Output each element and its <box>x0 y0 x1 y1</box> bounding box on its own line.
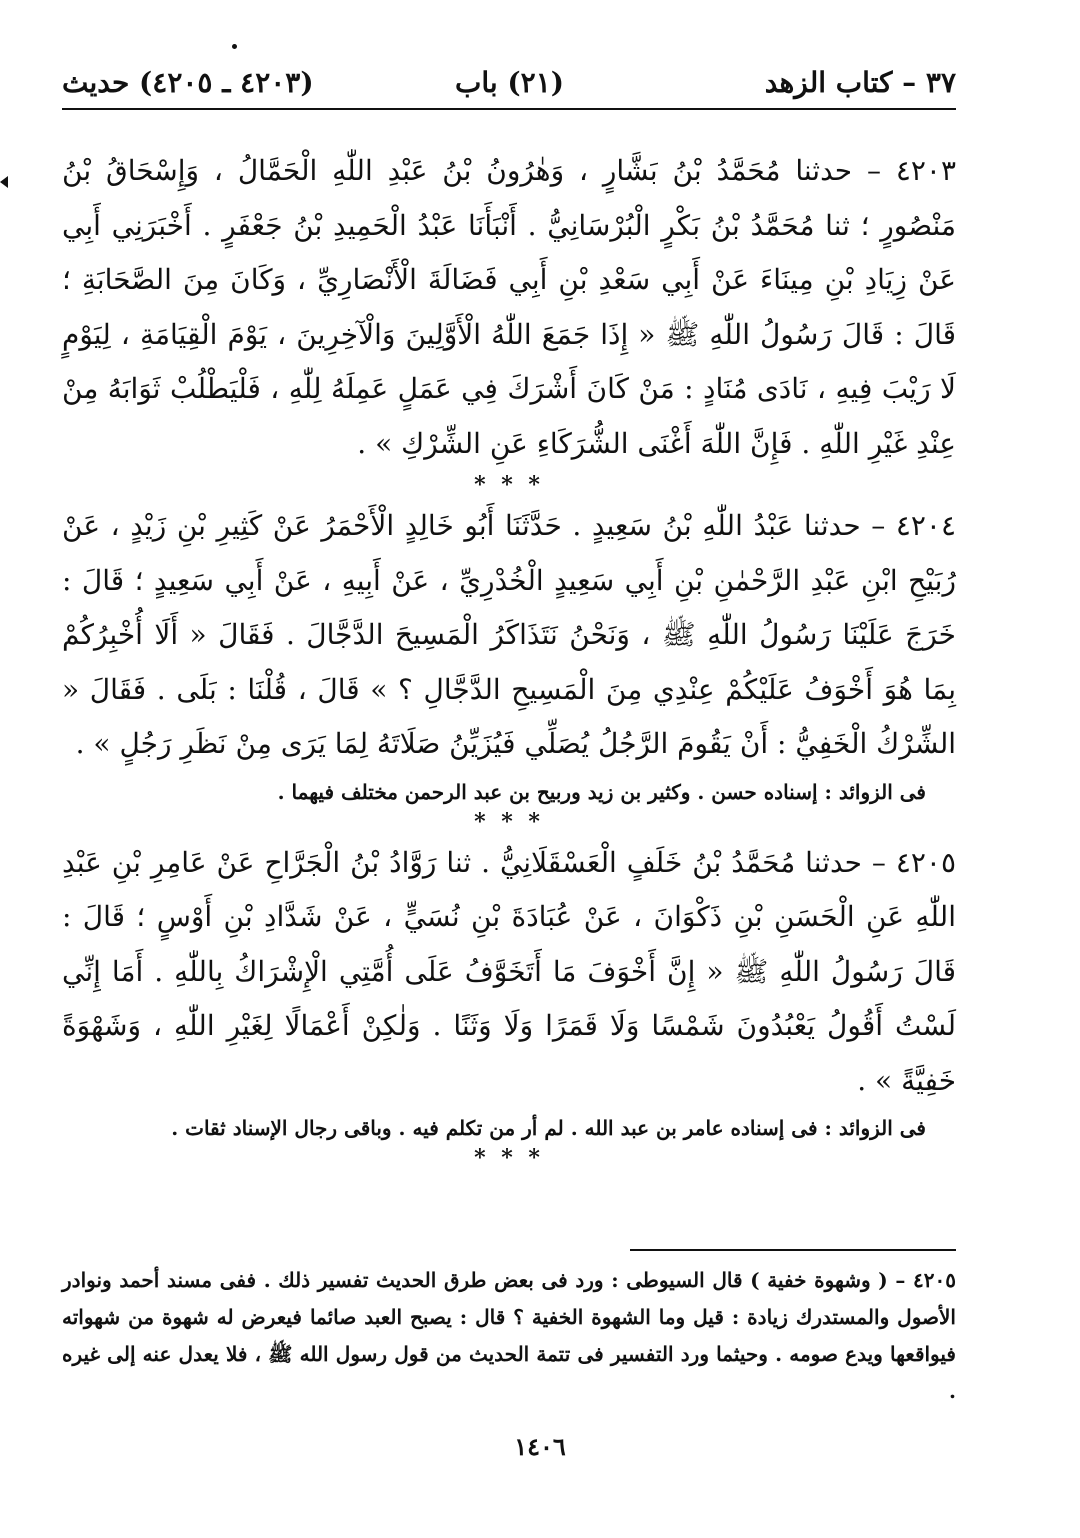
separator-stars: * * * <box>474 808 544 835</box>
main-text <box>62 144 956 1172</box>
header-chapter: (٢١) باب <box>454 66 564 99</box>
margin-dot <box>232 44 237 49</box>
page-number: ١٤٠٦ <box>514 1432 566 1461</box>
hadith-4203: ٤٢٠٣ – حدثنا مُحَمَّدُ بْنُ بَشَّارٍ ، وَهٰرُونُ بْنُ عَبْدِ اللّٰهِ الْحَمَّالُ ، وَإِسْحَاقُ بْنُ مَنْصُورٍ ؛ ثنا مُحَمَّدُ بْنُ بَكْرٍ الْبُرْسَانِيُّ . أَنْبَأَنَا عَبْدُ الْحَمِيدِ بْنُ جَعْفَرٍ . أَخْبَرَنِي أَبِي عَنْ زِيَادِ بْنِ مِينَاءَ عَنْ أَبِي سَعْدِ بْنِ أَبِي فَضَالَةَ الْأَنْصَارِيِّ ، وَكَانَ مِنَ الصَّحَابَةِ ؛ قَالَ : قَالَ رَسُولُ اللّٰهِ ﷺ « إِذَا جَمَعَ اللّٰهُ الْأَوَّلِينَ وَالْآخِرِينَ ، يَوْمَ الْقِيَامَةِ ، لِيَوْمٍ لَا رَيْبَ فِيهِ ، نَادَى مُنَادٍ : مَنْ كَانَ أَشْرَكَ فِي عَمَلٍ عَمِلَهُ لِلّٰهِ ، فَلْيَطْلُبْ ثَوَابَهُ مِنْ عِنْدِ غَيْرِ اللّٰهِ . فَإِنَّ اللّٰهَ أَغْنَى الشُّرَكَاءِ عَنِ الشِّرْكِ » . <box>62 154 956 460</box>
margin-arrow-icon <box>0 176 8 188</box>
page-header <box>62 60 956 106</box>
footnote <box>62 1262 956 1410</box>
zawaid-note-4204: فى الزوائد : إسناده حسن . وكثير بن زيد وربيح بن عبد الرحمن مختلف فيهما . <box>277 779 926 804</box>
header-hadith-range: (٤٢٠٣ ـ ٤٢٠٥) حديث <box>62 66 314 99</box>
hadith-4205: ٤٢٠٥ – حدثنا مُحَمَّدُ بْنُ خَلَفٍ الْعَسْقَلَانِيُّ . ثنا رَوَّادُ بْنُ الْجَرَّاحِ عَنْ عَامِرِ بْنِ عَبْدِ اللّٰهِ عَنِ الْحَسَنِ بْنِ ذَكْوَانَ ، عَنْ عُبَادَةَ بْنِ نُسَيٍّ ، عَنْ شَدَّادِ بْنِ أَوْسٍ ؛ قَالَ : قَالَ رَسُولُ اللّٰهِ ﷺ « إِنَّ أَخْوَفَ مَا أَتَخَوَّفُ عَلَى أُمَّتِي الْإِشْرَاكُ بِاللّٰهِ . أَمَا إِنِّي لَسْتُ أَقُولُ يَعْبُدُونَ شَمْسًا وَلَا قَمَرًا وَلَا وَثَنًا . وَلٰكِنْ أَعْمَالًا لِغَيْرِ اللّٰهِ ، وَشَهْوَةً خَفِيَّةً » . <box>62 845 956 1097</box>
footnote-rule <box>630 1249 956 1251</box>
zawaid-note-4205: فى الزوائد : فى إسناده عامر بن عبد الله . لم أر من تكلم فيه . وباقى رجال الإسناد ثقات . <box>171 1116 926 1140</box>
header-book-title: ٣٧ – كتاب الزهد <box>764 66 956 99</box>
separator-stars: * * * <box>474 472 544 498</box>
separator-stars: * * * <box>474 1145 544 1171</box>
hadith-4204: ٤٢٠٤ – حدثنا عَبْدُ اللّٰهِ بْنُ سَعِيدٍ . حَدَّثَنَا أَبُو خَالِدٍ الْأَحْمَرُ عَنْ كَثِيرِ بْنِ زَيْدٍ ، عَنْ رُبَيْحِ ابْنِ عَبْدِ الرَّحْمٰنِ بْنِ أَبِي سَعِيدٍ الْخُدْرِيِّ ، عَنْ أَبِيهِ ، عَنْ أَبِي سَعِيدٍ ؛ قَالَ : خَرَجَ عَلَيْنَا رَسُولُ اللّٰهِ ﷺ ، وَنَحْنُ نَتَذَاكَرُ الْمَسِيحَ الدَّجَّالَ . فَقَالَ « أَلَا أُخْبِرُكُمْ بِمَا هُوَ أَخْوَفُ عَلَيْكُمْ عِنْدِي مِنَ الْمَسِيحِ الدَّجَّالِ ؟ » قَالَ ، قُلْنَا : بَلَى . فَقَالَ « الشِّرْكُ الْخَفِيُّ : أَنْ يَقُومَ الرَّجُلُ يُصَلِّي فَيُزَيِّنُ صَلَاتَهُ لِمَا يَرَى مِنْ نَظَرِ رَجُلٍ » . <box>62 509 956 760</box>
footnote-text: ٤٢٠٥ – ( وشهوة خفية ) قال السيوطى : ورد فى بعض طرق الحديث تفسير ذلك . ففى مسند أحمد ونوادر الأصول والمستدرك زيادة : قيل وما الشهوة الخفية ؟ قال : يصبح العبد صائما فيعرض له شهوة من شهواته فيواقعها ويدع صومه . وحيثما ورد التفسير فى تتمة الحديث من قول رسول الله ﷺ ، فلا يعدل عنه إلى غيره . <box>62 1268 956 1403</box>
header-rule <box>62 108 956 110</box>
